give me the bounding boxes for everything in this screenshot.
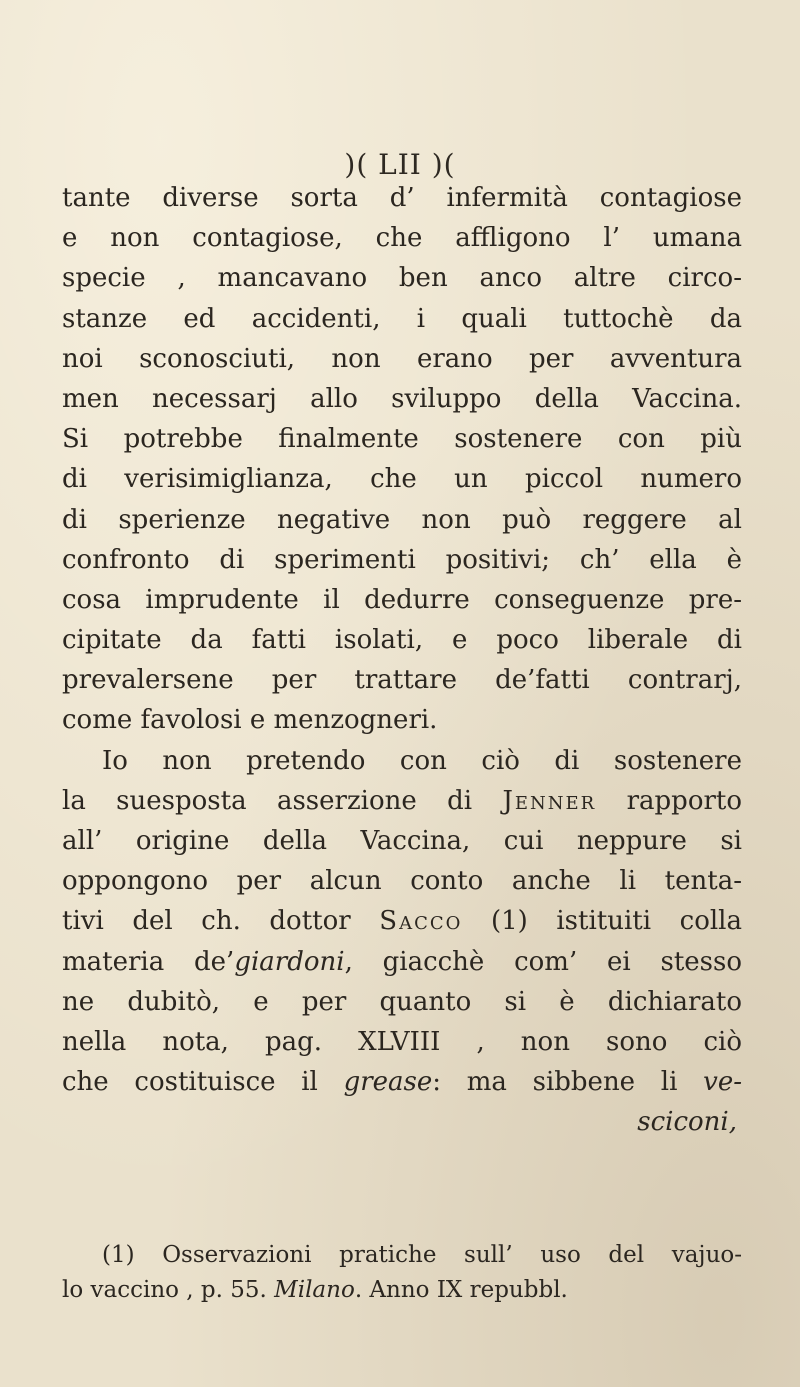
text-run: materia de’ — [62, 946, 235, 977]
text-line: e non contagiose, che affligono l’ umana — [62, 223, 742, 254]
text-line: men necessarj allo sviluppo della Vaccina. — [62, 383, 742, 414]
text-line: cosa imprudente il dedurre conseguenze pre- — [62, 584, 742, 615]
text-run: lo vaccino , p. 55. — [62, 1277, 275, 1303]
text-line — [62, 1062, 742, 1102]
text-line: cipitate da fatti isolati, e poco liberale di — [62, 625, 742, 656]
footnote-line — [62, 1273, 742, 1308]
text-line: noi sconosciuti, non erano per avventura — [62, 343, 742, 374]
italic-term: grease — [343, 1067, 433, 1098]
text-line — [62, 901, 742, 941]
main-text — [62, 178, 742, 1143]
catchword: sciconi, — [637, 1107, 737, 1138]
text-line: prevalersene per trattare de’fatti contrarj, — [62, 665, 742, 696]
text-line: tante diverse sorta d’ infermità contagiose — [62, 183, 742, 213]
author-name: Sacco — [379, 906, 463, 937]
text-run: rapporto — [596, 785, 743, 816]
italic-term: Milano — [274, 1277, 355, 1303]
text-line — [62, 781, 742, 821]
italic-term: ve- — [703, 1067, 742, 1098]
footnote — [62, 1238, 742, 1308]
text-run: . Anno IX repubbl. — [354, 1277, 568, 1303]
text-line: all’ origine della Vaccina, cui neppure si — [62, 826, 742, 856]
footnote-line: (1) Osservazioni pratiche sull’ uso del vajuo- — [102, 1242, 742, 1268]
text-line: specie , mancavano ben anco altre circo- — [62, 263, 742, 294]
text-line: Io non pretendo con ciò di sostenere — [102, 745, 742, 776]
text-run: tivi del ch. dottor — [62, 906, 380, 937]
text-run: la suesposta asserzione di — [62, 785, 503, 816]
text-line: ne dubitò, e per quanto si è dichiarato — [62, 986, 742, 1017]
text-line — [62, 942, 742, 982]
italic-term: giardoni — [234, 946, 345, 977]
text-line: come favolosi e menzogneri. — [62, 705, 438, 736]
text-run: (1) istituiti colla — [462, 906, 742, 937]
text-line: stanze ed accidenti, i quali tuttochè da — [62, 303, 742, 334]
author-name: Jenner — [502, 785, 597, 816]
text-line: di verisimiglianza, che un piccol numero — [62, 464, 742, 495]
text-line: oppongono per alcun conto anche li tenta- — [62, 866, 742, 897]
text-run: che costituisce il — [62, 1067, 344, 1098]
text-line: nella nota, pag. XLVIII , non sono ciò — [62, 1026, 742, 1057]
running-head: )( LII )( — [344, 148, 456, 181]
text-run: : ma sibbene li — [432, 1067, 704, 1098]
text-line: confronto di sperimenti positivi; ch’ ella è — [62, 544, 742, 575]
text-line: Si potrebbe finalmente sostenere con più — [62, 424, 742, 455]
text-line: di sperienze negative non può reggere al — [62, 504, 742, 535]
text-run: , giacchè com’ ei stesso — [344, 946, 743, 977]
